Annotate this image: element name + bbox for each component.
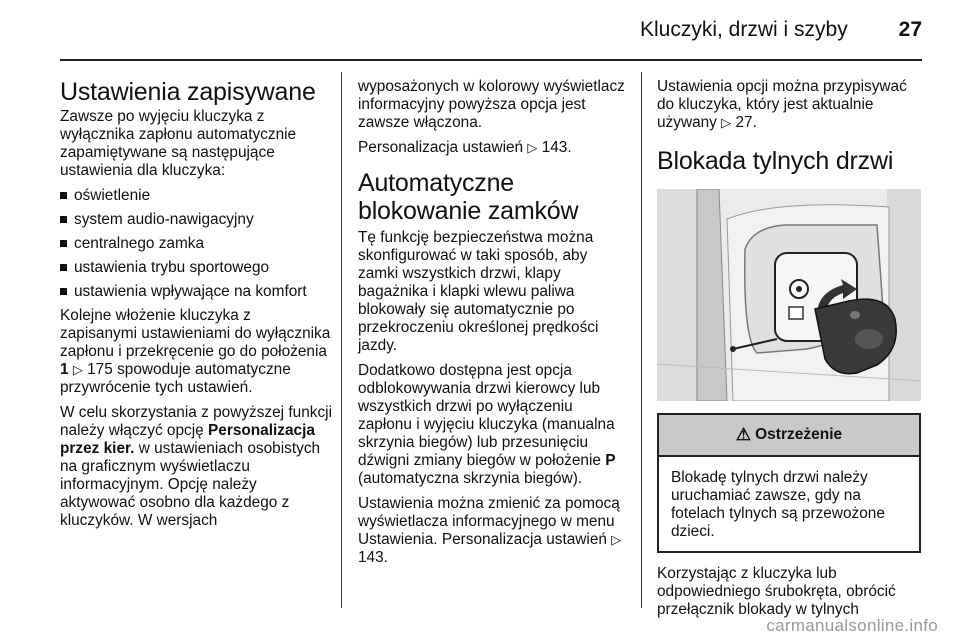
list-item: oświetlenie (60, 187, 332, 205)
page-reference-icon: ▷ (72, 362, 83, 377)
list-item: ustawienia trybu sportowego (60, 259, 332, 277)
warning-header (659, 415, 919, 457)
paragraph: Ustawienia opcji można przypisywać do kluczyka, który jest aktualnie używany ▷ 27. (657, 78, 907, 131)
list-item: system audio-nawigacyjny (60, 211, 332, 229)
paragraph: Korzystając z kluczyka lub odpowiedniego śrubokręta, obrócić przełącznik blokady w tylnych (657, 565, 896, 618)
page-header-title: Kluczyki, drzwi i szyby (640, 18, 848, 41)
child-lock-illustration (657, 189, 921, 401)
bullet-square-icon (60, 288, 67, 295)
column-left (60, 78, 332, 537)
bullet-square-icon (60, 264, 67, 271)
bullet-square-icon (60, 216, 67, 223)
bullet-square-icon (60, 240, 67, 247)
warning-title: Ostrzeżenie (755, 426, 843, 443)
column-middle (358, 78, 630, 574)
header-rule (60, 59, 922, 61)
paragraph: Tę funkcję bezpieczeństwa można skonfigurować w taki sposób, aby zamki wszystkich drzwi, klapy bagażnika i klapki wlewu paliwa blokowały się automatycznie po przekroczeniu określonej prędkości jazdy. (358, 229, 599, 354)
column-divider (641, 72, 642, 608)
paragraph: Zawsze po wyjęciu kluczyka z wyłącznika zapłonu automatycznie zapamiętywane są następujące ustawienia dla kluczyka: (60, 108, 297, 179)
section-heading-saved-settings: Ustawienia zapisywane (60, 78, 316, 106)
page-reference-icon: ▷ (721, 115, 732, 130)
paragraph: W celu skorzystania z powyższej funkcji należy włączyć opcję Personalizacja przez kier. w ustawieniach osobistych na graficznym wyświetlaczu informacyjnym. Opcję należy aktywować osobno dla każdego z kluczyków. W wersjach (60, 404, 332, 529)
section-heading-rear-door-lock: Blokada tylnych drzwi (657, 147, 894, 175)
watermark: carmanualsonline.info (766, 616, 938, 635)
warning-triangle-icon: ⚠ (735, 425, 752, 444)
page-reference-icon: ▷ (527, 140, 538, 155)
page-reference-icon: ▷ (611, 532, 622, 547)
door-key-illustration (657, 189, 921, 401)
page-header (640, 18, 922, 48)
paragraph: wyposażonych w kolorowy wyświetlacz informacyjny powyższa opcja jest zawsze włączona. (358, 78, 625, 131)
list-item: ustawienia wpływające na komfort (60, 283, 332, 301)
list-item: centralnego zamka (60, 235, 332, 253)
paragraph: Dodatkowo dostępna jest opcja odblokowywania drzwi kierowcy lub wszystkich drzwi po wyłączeniu zapłonu i wyjęciu kluczyka (manualna skrzynia biegów) lub przesunięciu dźwigni zmiany biegów w położenie P (automatyczna skrzynia biegów). (358, 362, 616, 487)
paragraph: Ustawienia można zmienić za pomocą wyświetlacza informacyjnego w menu Ustawienia. Personalizacja ustawień ▷ 143. (358, 495, 622, 566)
bullet-square-icon (60, 192, 67, 199)
warning-box (657, 413, 921, 553)
warning-text: Blokadę tylnych drzwi należy uruchamiać zawsze, gdy na fotelach tylnych są przewożone dzieci. (671, 469, 885, 540)
column-divider (341, 72, 342, 608)
column-right (657, 78, 927, 626)
paragraph: Kolejne włożenie kluczyka z zapisanymi ustawieniami do wyłącznika zapłonu i przekręcenie go do położenia 1 ▷ 175 spowoduje automatyczne przywrócenie tych ustawień. (60, 307, 331, 396)
section-heading-auto-locking: Automatyczne blokowanie zamków (358, 169, 579, 225)
page-number: 27 (898, 18, 922, 41)
paragraph: Personalizacja ustawień ▷ 143. (358, 139, 572, 156)
